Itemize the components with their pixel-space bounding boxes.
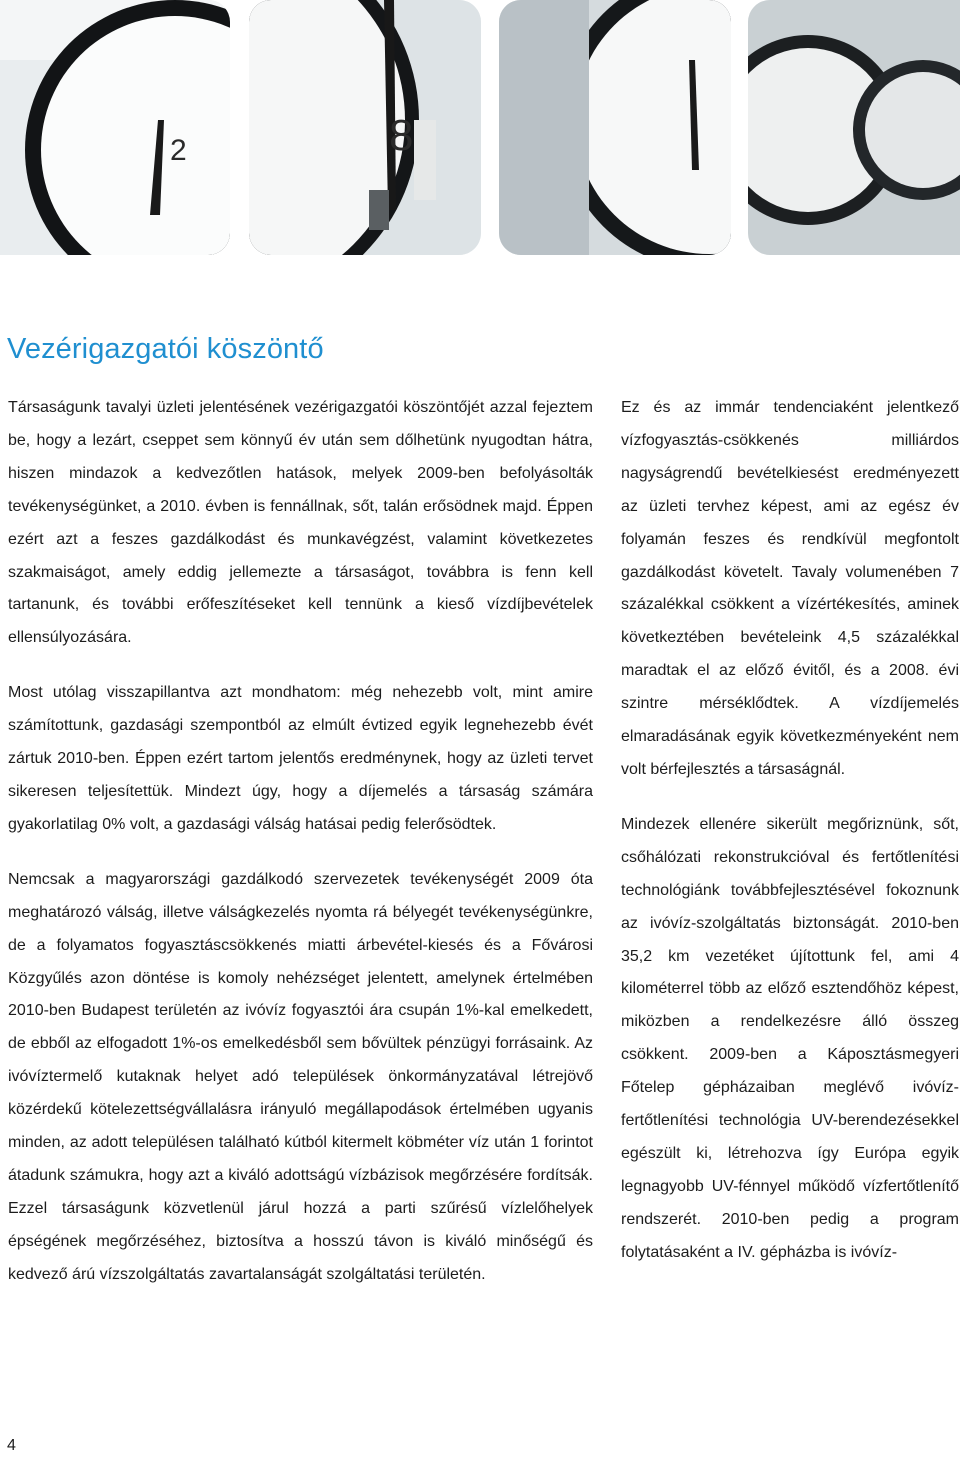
clock-image <box>748 0 960 255</box>
clock-photo-3 <box>499 0 731 255</box>
svg-text:2: 2 <box>170 134 187 167</box>
clock-photo-1 <box>0 0 230 255</box>
paragraph: Társaságunk tavalyi üzleti jelentésének vezérigazgatói köszöntőjét azzal fejeztem be, hogy a lezárt, cseppet sem könnyű év után sem dőlhetünk nyugodtan hátra, hiszen mindazok a kedvezőtlen hatások, melyek 2009-ben befolyásolták tevékenységünket, a 2010. évben is fennállnak, sőt, talán erősödnek majd. Éppen ezért azt a feszes gazdálkodást és munkavégzést, valamint következetes szakmaiságot, amely eddig jellemezte a társaságot, továbbra is fenn kell tartanunk, és további erőfeszítéseket kell tennünk a kieső vízdíjbevételek ellensúlyozására. <box>8 399 593 647</box>
paragraph: Nemcsak a magyarországi gazdálkodó szervezetek tevékenységét 2009 óta meghatározó válság, illetve válságkezelés nyomta rá bélyegét tevékenységünkre, de a folyamatos fogyasztáscsökkenés miatti árbevétel-kiesés és a Fővárosi Közgyűlés azon döntése is komoly nehézséget jelentett, amelynek értelmében 2010-ben Budapest területén az ivóvíz fogyasztói ára csupán 1%-kal emelkedett, de ebből az elfogadott 1%-os emelkedésből sem bővültek pénzügyi forrásaink. Az ivóvíztermelő kutaknak helyet adó települések önkormányzatával létrejövő közérdekű kötelezettségvállalásra irányuló megállapodások értelmében ugyanis minden, az adott településen található kútból kitermelt köbméter víz után 1 forintot átadunk számukra, hogy azt a kiváló adottságú vízbázisok megőrzésére fordítsák. Ezzel társaságunk közvetlenül járul hozzá a parti szűrésű vízlelőhelyek épségének megőrzéséhez, biztosítva a hosszú távon is kiváló minőségű és kedvező árú vízszolgáltatás zavartalanságát szolgáltatási területén. <box>8 870 593 1283</box>
page-title: Vezérigazgatói köszöntő <box>7 333 324 365</box>
left-column <box>8 392 593 1292</box>
svg-text:8: 8 <box>389 111 414 160</box>
paragraph: Ez és az immár tendenciaként jelentkező vízfogyasztás-csökkenés milliárdos nagyságrendű bevételkiesést eredményezett az üzleti tervhez képest, ami az egész év folyamán feszes és rendkívül megfontolt gazdálkodást követelt. Tavaly volumenében 7 százalékkal csökkent a vízértékesítés, aminek következtében bevételeink 4,5 százalékkal maradtak el az előző évitől, és a 2008. évi szintre mérséklődtek. A vízdíjemelés elmaradásának egyik következményeként nem volt bérfejlesztés a társaságnál. <box>621 399 959 778</box>
clock-image <box>499 0 731 255</box>
page-number: 4 <box>7 1437 16 1454</box>
header-photo-strip <box>0 0 960 255</box>
clock-image <box>249 0 481 255</box>
clock-photo-2 <box>249 0 481 255</box>
clock-image <box>0 0 230 255</box>
clock-photo-4 <box>748 0 960 255</box>
paragraph: Mindezek ellenére sikerült megőriznünk, sőt, csőhálózati rekonstrukcióval és fertőtlenítési technológiánk továbbfejlesztésével fokoznunk az ivóvíz-szolgáltatás biztonságát. 2010-ben 35,2 km vezetéket újítottunk fel, ami 4 kilométerrel több az előző esztendőhöz képest, miközben a rendelkezésre álló összeg csökkent. 2009-ben a Káposztásmegyeri Főtelep gépházaiban meglévő ivóvíz-fertőtlenítési technológia UV-berendezésekkel egészült ki, létrehozva így Európa egyik legnagyobb UV-fénnyel működő vízfertőtlenítő rendszerét. 2010-ben pedig a program folytatásaként a IV. gépházba is ivóvíz- <box>621 815 959 1261</box>
paragraph: Most utólag visszapillantva azt mondhatom: még nehezebb volt, mint amire számítottunk, gazdasági szempontból az elmúlt évtized egyik legnehezebb évét zártuk 2010-ben. Éppen ezért tartom jelentős eredménynek, hogy az üzleti tervet sikeresen teljesítettük. Mindezt úgy, hogy a díjemelés a társaság számára gyakorlatilag 0% volt, a gazdasági válság hatásai pedig felerősödtek. <box>8 684 593 833</box>
right-column <box>621 392 959 1270</box>
